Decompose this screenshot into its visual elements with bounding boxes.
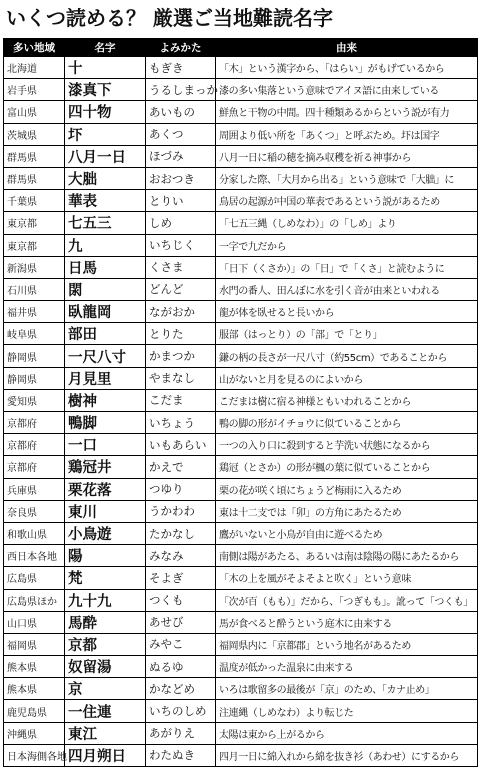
surname-cell: 七五三 [65, 212, 146, 234]
region-cell: 兵庫県 [4, 478, 65, 500]
reading-cell: わたぬき [146, 744, 216, 766]
reading-cell: とりた [146, 323, 216, 345]
reading-cell: とりい [146, 190, 216, 212]
region-cell: 日本海側各地 [4, 744, 65, 766]
reading-cell: みなみ [146, 545, 216, 567]
surname-cell: 小鳥遊 [65, 522, 146, 544]
origin-cell: 一字で九だから [216, 234, 478, 256]
table-row [4, 700, 478, 722]
surname-cell: 九十九 [65, 589, 146, 611]
origin-cell: 「日下（くさか）」の「日」で「くさ」と読むように [216, 256, 478, 278]
region-cell: 静岡県 [4, 367, 65, 389]
region-cell: 新潟県 [4, 256, 65, 278]
table-row [4, 633, 478, 655]
table-row [4, 367, 478, 389]
reading-cell: こだま [146, 389, 216, 411]
reading-cell: おおつき [146, 167, 216, 189]
reading-cell: やまなし [146, 367, 216, 389]
table-row [4, 500, 478, 522]
origin-cell: 馬が食べると酔うという庭木に由来する [216, 611, 478, 633]
origin-cell: 鎌の柄の長さが一尺八寸（約55cm）であることから [216, 345, 478, 367]
origin-cell: 分家した際、「大月から出る」という意味で「大胐」に [216, 167, 478, 189]
reading-cell: かえで [146, 456, 216, 478]
region-cell: 京都府 [4, 456, 65, 478]
surname-cell: 陽 [65, 545, 146, 567]
table-row [4, 478, 478, 500]
origin-cell: 太陽は東から上がるから [216, 722, 478, 744]
origin-cell: 周囲より低い所を「あくつ」と呼ぶため。圷は国字 [216, 123, 478, 145]
surname-cell: 日馬 [65, 256, 146, 278]
region-cell: 岩手県 [4, 79, 65, 101]
region-cell: 岐阜県 [4, 323, 65, 345]
reading-cell: ほづみ [146, 145, 216, 167]
region-cell: 群馬県 [4, 145, 65, 167]
table-row [4, 412, 478, 434]
table-row [4, 656, 478, 678]
surname-cell: 鴨脚 [65, 412, 146, 434]
region-cell: 北海道 [4, 57, 65, 79]
surname-cell: 四十物 [65, 101, 146, 123]
region-cell: 茨城県 [4, 123, 65, 145]
region-cell: 福井県 [4, 301, 65, 323]
surname-cell: 閖 [65, 278, 146, 300]
reading-cell: あいもの [146, 101, 216, 123]
reading-cell: あがりえ [146, 722, 216, 744]
table-row [4, 567, 478, 589]
origin-cell: 注連縄（しめなわ）より転じた [216, 700, 478, 722]
reading-cell: つゆり [146, 478, 216, 500]
region-cell: 石川県 [4, 278, 65, 300]
table-row [4, 123, 478, 145]
table-row [4, 678, 478, 700]
origin-cell: 「木の上を風がそよそよと吹く」という意味 [216, 567, 478, 589]
surname-cell: 鶏冠井 [65, 456, 146, 478]
origin-cell: 一つの入り口に殺到すると芋洗い状態になるから [216, 434, 478, 456]
table-row [4, 345, 478, 367]
surname-cell: 臥龍岡 [65, 301, 146, 323]
table-row [4, 434, 478, 456]
region-cell: 京都府 [4, 412, 65, 434]
table-row [4, 278, 478, 300]
table-row [4, 722, 478, 744]
table-row [4, 212, 478, 234]
table-row [4, 744, 478, 766]
surname-cell: 一住連 [65, 700, 146, 722]
origin-cell: 東は十二支では「卯」の方角にあたるため [216, 500, 478, 522]
origin-cell: 服部（はっとり）の「部」で「とり」 [216, 323, 478, 345]
surname-cell: 東江 [65, 722, 146, 744]
surname-cell: 一尺八寸 [65, 345, 146, 367]
header-region: 多い地域 [4, 39, 65, 57]
region-cell: 山口県 [4, 611, 65, 633]
table-row [4, 234, 478, 256]
reading-cell: うるしまっか [146, 79, 216, 101]
surname-cell: 九 [65, 234, 146, 256]
region-cell: 東京都 [4, 234, 65, 256]
origin-cell: 四月一日に綿入れから綿を抜き衫（あわせ）にするから [216, 744, 478, 766]
table-row [4, 389, 478, 411]
reading-cell: あせび [146, 611, 216, 633]
origin-cell: 鮮魚と干物の中間。四十種類あるからという説が有力 [216, 101, 478, 123]
reading-cell: かなどめ [146, 678, 216, 700]
reading-cell: つくも [146, 589, 216, 611]
table-row [4, 522, 478, 544]
region-cell: 愛知県 [4, 389, 65, 411]
page-title: いくつ読める？ 厳選ご当地難読名字 [6, 6, 333, 30]
surname-cell: 奴留湯 [65, 656, 146, 678]
header-origin: 由来 [216, 39, 478, 57]
surname-cell: 大胐 [65, 167, 146, 189]
surname-cell: 東川 [65, 500, 146, 522]
origin-cell: こだまは樹に宿る神様ともいわれることから [216, 389, 478, 411]
region-cell: 奈良県 [4, 500, 65, 522]
region-cell: 熊本県 [4, 678, 65, 700]
origin-cell: 八月一日に稲の穂を摘み収穫を祈る神事から [216, 145, 478, 167]
surname-cell: 四月朔日 [65, 744, 146, 766]
surname-cell: 一口 [65, 434, 146, 456]
surname-cell: 部田 [65, 323, 146, 345]
reading-cell: いちのしめ [146, 700, 216, 722]
reading-cell: くさま [146, 256, 216, 278]
reading-cell: ながおか [146, 301, 216, 323]
header-surname: 名字 [65, 39, 146, 57]
origin-cell: 鳥居の起源が中国の華表であるという説があるため [216, 190, 478, 212]
surname-cell: 梵 [65, 567, 146, 589]
table-row [4, 301, 478, 323]
region-cell: 和歌山県 [4, 522, 65, 544]
origin-cell: 「木」という漢字から、「はらい」がもげているから [216, 57, 478, 79]
region-cell: 熊本県 [4, 656, 65, 678]
region-cell: 静岡県 [4, 345, 65, 367]
region-cell: 京都府 [4, 434, 65, 456]
region-cell: 鹿児島県 [4, 700, 65, 722]
table-row [4, 611, 478, 633]
region-cell: 千葉県 [4, 190, 65, 212]
table-row [4, 545, 478, 567]
reading-cell: いちじく [146, 234, 216, 256]
reading-cell: みやこ [146, 633, 216, 655]
surname-cell: 京 [65, 678, 146, 700]
surname-cell: 栗花落 [65, 478, 146, 500]
table-row [4, 101, 478, 123]
origin-cell: 鷹がいないと小鳥が自由に遊べるため [216, 522, 478, 544]
origin-cell: 温度が低かった温泉に由来する [216, 656, 478, 678]
table-row [4, 323, 478, 345]
region-cell: 西日本各地 [4, 545, 65, 567]
origin-cell: 水門の番人、田んぼに水を引く音が由来といわれる [216, 278, 478, 300]
table-row [4, 145, 478, 167]
origin-cell: 龍が体を臥せると長いから [216, 301, 478, 323]
table-row [4, 79, 478, 101]
reading-cell: あくつ [146, 123, 216, 145]
header-reading: よみかた [146, 39, 216, 57]
surname-cell: 樹神 [65, 389, 146, 411]
origin-cell: 南側は陽があたる、あるいは南は陰陽の陽にあたるから [216, 545, 478, 567]
origin-cell: 「次が百（もも）」だから、「つぎもも」。訛って「つくも」 [216, 589, 478, 611]
region-cell: 沖縄県 [4, 722, 65, 744]
table-row [4, 456, 478, 478]
reading-cell: いもあらい [146, 434, 216, 456]
origin-cell: 鴨の脚の形がイチョウに似ていることから [216, 412, 478, 434]
reading-cell: どんど [146, 278, 216, 300]
surname-cell: 十 [65, 57, 146, 79]
table-body [4, 57, 478, 767]
surname-table [3, 38, 478, 767]
surname-cell: 月見里 [65, 367, 146, 389]
surname-cell: 京都 [65, 633, 146, 655]
table-row [4, 589, 478, 611]
origin-cell: 漆の多い集落という意味でアイヌ語に由来している [216, 79, 478, 101]
origin-cell: 鶏冠（とさか）の形が楓の葉に似ていることから [216, 456, 478, 478]
reading-cell: そよぎ [146, 567, 216, 589]
origin-cell: いろは歌留多の最後が「京」のため、「カナ止め」 [216, 678, 478, 700]
region-cell: 広島県 [4, 567, 65, 589]
table-row [4, 190, 478, 212]
surname-cell: 漆真下 [65, 79, 146, 101]
origin-cell: 山がないと月を見るのによいから [216, 367, 478, 389]
table-header [4, 39, 478, 57]
table-row [4, 57, 478, 79]
region-cell: 富山県 [4, 101, 65, 123]
origin-cell: 福岡県内に「京都郡」という地名があるため [216, 633, 478, 655]
region-cell: 広島県ほか [4, 589, 65, 611]
surname-cell: 馬酔 [65, 611, 146, 633]
table-row [4, 167, 478, 189]
reading-cell: もぎき [146, 57, 216, 79]
reading-cell: ぬるゆ [146, 656, 216, 678]
reading-cell: かまつか [146, 345, 216, 367]
region-cell: 群馬県 [4, 167, 65, 189]
region-cell: 東京都 [4, 212, 65, 234]
surname-cell: 圷 [65, 123, 146, 145]
table-row [4, 256, 478, 278]
reading-cell: しめ [146, 212, 216, 234]
surname-cell: 華表 [65, 190, 146, 212]
origin-cell: 「七五三縄（しめなわ）」の「しめ」より [216, 212, 478, 234]
origin-cell: 栗の花が咲く頃にちょうど梅雨に入るため [216, 478, 478, 500]
reading-cell: いちょう [146, 412, 216, 434]
reading-cell: うかわわ [146, 500, 216, 522]
reading-cell: たかなし [146, 522, 216, 544]
region-cell: 福岡県 [4, 633, 65, 655]
surname-cell: 八月一日 [65, 145, 146, 167]
